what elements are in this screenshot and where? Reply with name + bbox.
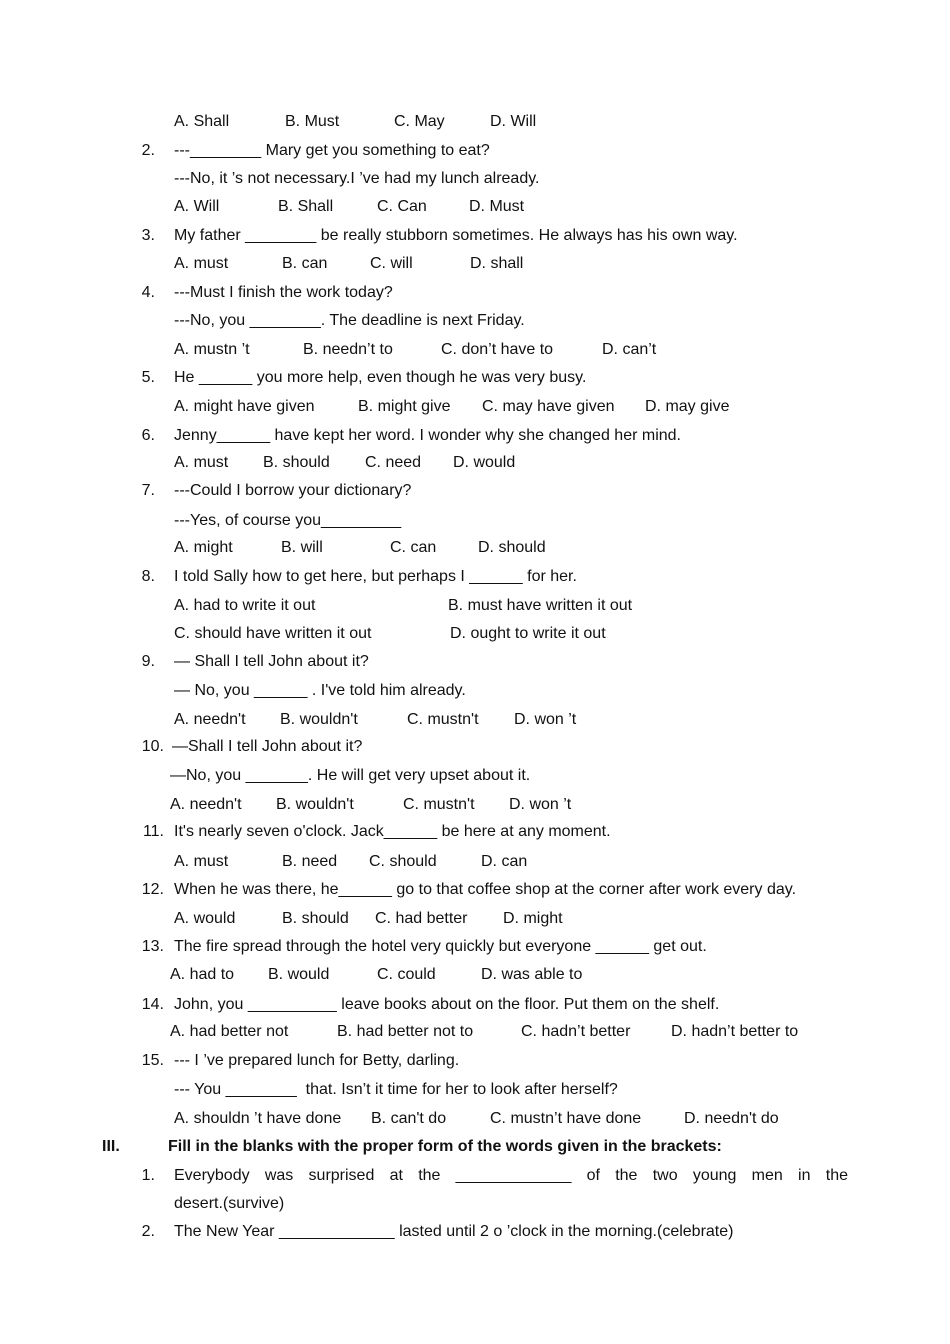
option-d: D. was able to: [481, 966, 583, 983]
option-d: D. should: [478, 539, 546, 556]
option-c: C. may have given: [482, 398, 615, 415]
option-a: A. had to: [170, 966, 235, 983]
question-text: Everybody was surprised at the _____________ of the two young men in the: [174, 1167, 848, 1184]
option-c: C. need: [365, 454, 422, 471]
question-text: He ______ you more help, even though he was very busy.: [174, 369, 587, 386]
question-number: 3.: [141, 227, 155, 244]
option-b: B. need: [282, 853, 338, 870]
question-number: 6.: [141, 427, 155, 444]
option-c: C. could: [377, 966, 436, 983]
question-text-line2: ---No, you ________. The deadline is next Friday.: [174, 312, 525, 329]
option-b: B. Shall: [278, 198, 334, 215]
option-c: C. mustn't: [407, 711, 479, 728]
option-d: D. might: [503, 910, 563, 927]
option-c: C. hadn’t better: [521, 1023, 631, 1040]
option-b: B. would: [268, 966, 330, 983]
option-d: D. shall: [470, 255, 524, 272]
option-a: A. would: [174, 910, 236, 927]
question-text: It's nearly seven o'clock. Jack______ be here at any moment.: [174, 823, 611, 840]
option-a: A. must: [174, 454, 229, 471]
question-text: --- I ’ve prepared lunch for Betty, darling.: [174, 1052, 460, 1069]
q1-option-d: D. Will: [490, 113, 537, 130]
option-d: D. may give: [645, 398, 730, 415]
option-b: B. wouldn't: [276, 796, 354, 813]
question-text: ---Must I finish the work today?: [174, 284, 393, 301]
question-number: 5.: [141, 369, 155, 386]
question-number: 13.: [141, 938, 164, 955]
option-a: A. shouldn ’t have done: [174, 1110, 342, 1127]
question-text: — Shall I tell John about it?: [174, 653, 369, 670]
question-text-line2: — No, you ______ . I've told him already.: [174, 682, 466, 699]
question-text: I told Sally how to get here, but perhaps I ______ for her.: [174, 568, 577, 585]
question-text: The fire spread through the hotel very quickly but everyone ______ get out.: [174, 938, 707, 955]
question-text: John, you __________ leave books about on the floor. Put them on the shelf.: [174, 996, 720, 1013]
option-d: D. hadn’t better to: [671, 1023, 799, 1040]
option-b: B. wouldn't: [280, 711, 358, 728]
option-c: C. had better: [375, 910, 468, 927]
option-b: B. will: [281, 539, 323, 556]
option-b: B. must have written it out: [448, 597, 633, 614]
option-a: A. had better not: [170, 1023, 289, 1040]
option-a: A. Will: [174, 198, 220, 215]
question-number: 11.: [142, 823, 164, 840]
option-a: A. needn't: [174, 711, 246, 728]
option-c: C. should: [369, 853, 437, 870]
question-text-line2: ---No, it ’s not necessary.I ’ve had my lunch already.: [174, 170, 540, 187]
question-number: 10.: [141, 738, 164, 755]
q1-option-a: A. Shall: [174, 113, 230, 130]
section-number: III.: [102, 1138, 120, 1155]
option-d: D. can’t: [602, 341, 657, 358]
option-d: D. ought to write it out: [450, 625, 606, 642]
q1-option-c: C. May: [394, 113, 445, 130]
question-number: 7.: [141, 482, 155, 499]
option-b: B. can: [282, 255, 328, 272]
option-a: A. needn't: [170, 796, 242, 813]
option-a: A. had to write it out: [174, 597, 316, 614]
option-a: A. might have given: [174, 398, 315, 415]
option-b: B. had better not to: [337, 1023, 474, 1040]
question-text: My father ________ be really stubborn sometimes. He always has his own way.: [174, 227, 738, 244]
option-c: C. don’t have to: [441, 341, 554, 358]
question-text: —Shall I tell John about it?: [172, 738, 363, 755]
question-text-line2: desert.(survive): [174, 1195, 285, 1212]
option-d: D. Must: [469, 198, 525, 215]
option-b: B. should: [282, 910, 349, 927]
option-a: A. might: [174, 539, 233, 556]
section-title: Fill in the blanks with the proper form of the words given in the brackets:: [168, 1138, 722, 1155]
question-number: 9.: [141, 653, 155, 670]
question-text-line2: —No, you _______. He will get very upset about it.: [170, 767, 531, 784]
option-c: C. should have written it out: [174, 625, 372, 642]
option-b: B. might give: [358, 398, 451, 415]
option-d: D. would: [453, 454, 516, 471]
option-c: C. can: [390, 539, 437, 556]
question-number: 2.: [141, 1223, 155, 1240]
question-number: 4.: [141, 284, 155, 301]
question-number: 14.: [141, 996, 164, 1013]
option-c: C. mustn’t have done: [490, 1110, 642, 1127]
question-number: 2.: [141, 142, 155, 159]
question-number: 12.: [141, 881, 164, 898]
question-number: 15.: [141, 1052, 164, 1069]
question-text-line2: --- You ________ that. Isn’t it time for her to look after herself?: [174, 1081, 618, 1098]
question-text: ---Could I borrow your dictionary?: [174, 482, 412, 499]
option-a: A. mustn ’t: [174, 341, 250, 358]
q1-option-b: B. Must: [285, 113, 340, 130]
question-text: Jenny______ have kept her word. I wonder why she changed her mind.: [174, 427, 681, 444]
option-c: C. will: [370, 255, 413, 272]
question-text: ---________ Mary get you something to eat?: [174, 142, 490, 159]
option-d: D. needn't do: [684, 1110, 779, 1127]
option-c: C. mustn't: [403, 796, 475, 813]
option-a: A. must: [174, 255, 229, 272]
question-number: 8.: [141, 568, 155, 585]
question-text: The New Year _____________ lasted until 2 o ’clock in the morning.(celebrate): [174, 1223, 734, 1240]
option-c: C. Can: [377, 198, 427, 215]
option-d: D. won ’t: [514, 711, 577, 728]
question-text: When he was there, he______ go to that coffee shop at the corner after work every day.: [174, 881, 797, 898]
option-b: B. should: [263, 454, 330, 471]
option-b: B. can't do: [371, 1110, 447, 1127]
question-text-line2: ---Yes, of course you_________: [174, 512, 402, 529]
option-b: B. needn’t to: [303, 341, 393, 358]
question-number: 1.: [141, 1167, 155, 1184]
option-d: D. can: [481, 853, 528, 870]
option-d: D. won ’t: [509, 796, 572, 813]
option-a: A. must: [174, 853, 229, 870]
